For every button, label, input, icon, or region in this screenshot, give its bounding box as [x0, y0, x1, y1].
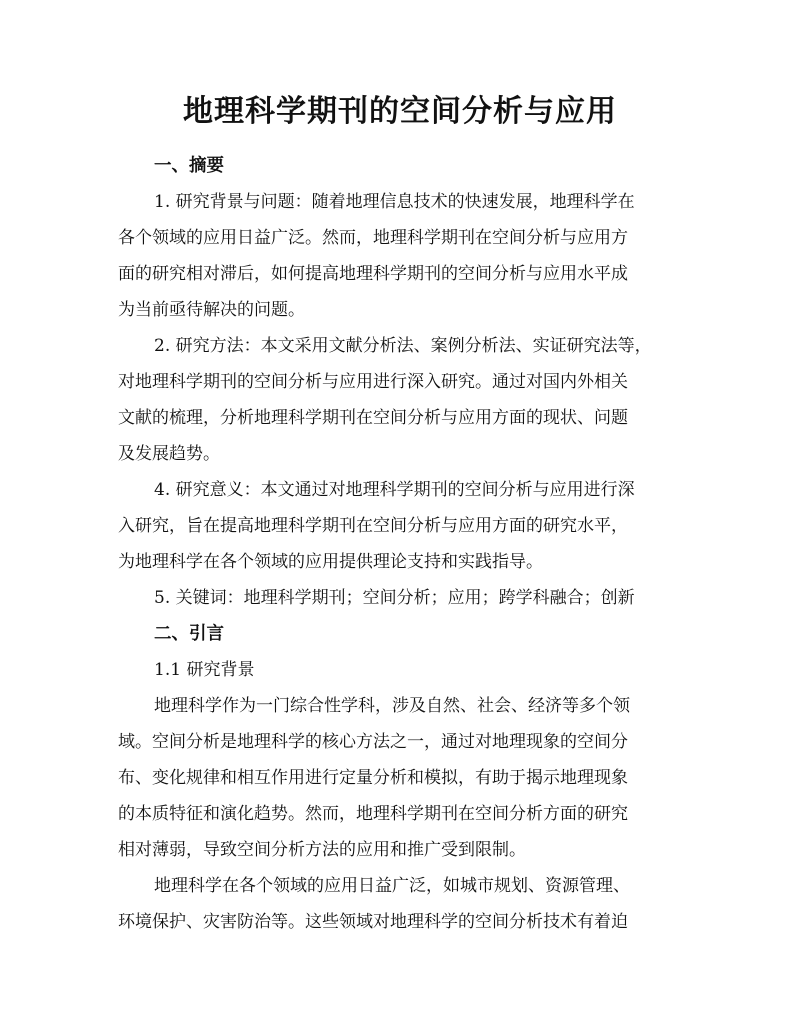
- keywords-line: 5. 关键词：地理科学期刊；空间分析；应用；跨学科融合；创新: [154, 588, 635, 608]
- paragraph-line: 4. 研究意义：本文通过对地理科学期刊的空间分析与应用进行深: [154, 480, 635, 500]
- paragraph-line: 文献的梳理，分析地理科学期刊在空间分析与应用方面的现状、问题: [118, 408, 628, 428]
- paragraph-line: 面的研究相对滞后，如何提高地理科学期刊的空间分析与应用水平成: [118, 264, 628, 284]
- paragraph-line: 的本质特征和演化趋势。然而，地理科学期刊在空间分析方面的研究: [118, 804, 628, 824]
- document-title: 地理科学期刊的空间分析与应用: [183, 94, 617, 129]
- paragraph-line: 相对薄弱，导致空间分析方法的应用和推广受到限制。: [118, 840, 526, 860]
- paragraph-line: 各个领域的应用日益广泛。然而，地理科学期刊在空间分析与应用方: [118, 228, 628, 248]
- paragraph-line: 布、变化规律和相互作用进行定量分析和模拟，有助于揭示地理现象: [118, 768, 628, 788]
- paragraph-line: 1. 研究背景与问题：随着地理信息技术的快速发展，地理科学在: [154, 192, 635, 212]
- paragraph-line: 地理科学作为一门综合性学科，涉及自然、社会、经济等多个领: [154, 696, 630, 716]
- paragraph-line: 为当前亟待解决的问题。: [118, 300, 305, 320]
- paragraph-line: 对地理科学期刊的空间分析与应用进行深入研究。通过对国内外相关: [118, 372, 628, 392]
- paragraph-line: 域。空间分析是地理科学的核心方法之一，通过对地理现象的空间分: [118, 732, 628, 752]
- paragraph-line: 为地理科学在各个领域的应用提供理论支持和实践指导。: [118, 552, 543, 572]
- section-heading-introduction: 二、引言: [154, 624, 224, 644]
- paragraph-line: 及发展趋势。: [118, 444, 220, 464]
- paragraph-line: 环境保护、灾害防治等。这些领域对地理科学的空间分析技术有着迫: [118, 912, 628, 932]
- subsection-heading-background: 1.1 研究背景: [154, 660, 255, 680]
- paragraph-line: 2. 研究方法：本文采用文献分析法、案例分析法、实证研究法等，: [154, 336, 652, 356]
- paragraph-line: 地理科学在各个领域的应用日益广泛，如城市规划、资源管理、: [154, 876, 630, 896]
- paragraph-line: 入研究，旨在提高地理科学期刊在空间分析与应用方面的研究水平，: [118, 516, 628, 536]
- section-heading-abstract: 一、摘要: [154, 156, 224, 176]
- document-body: [118, 148, 690, 940]
